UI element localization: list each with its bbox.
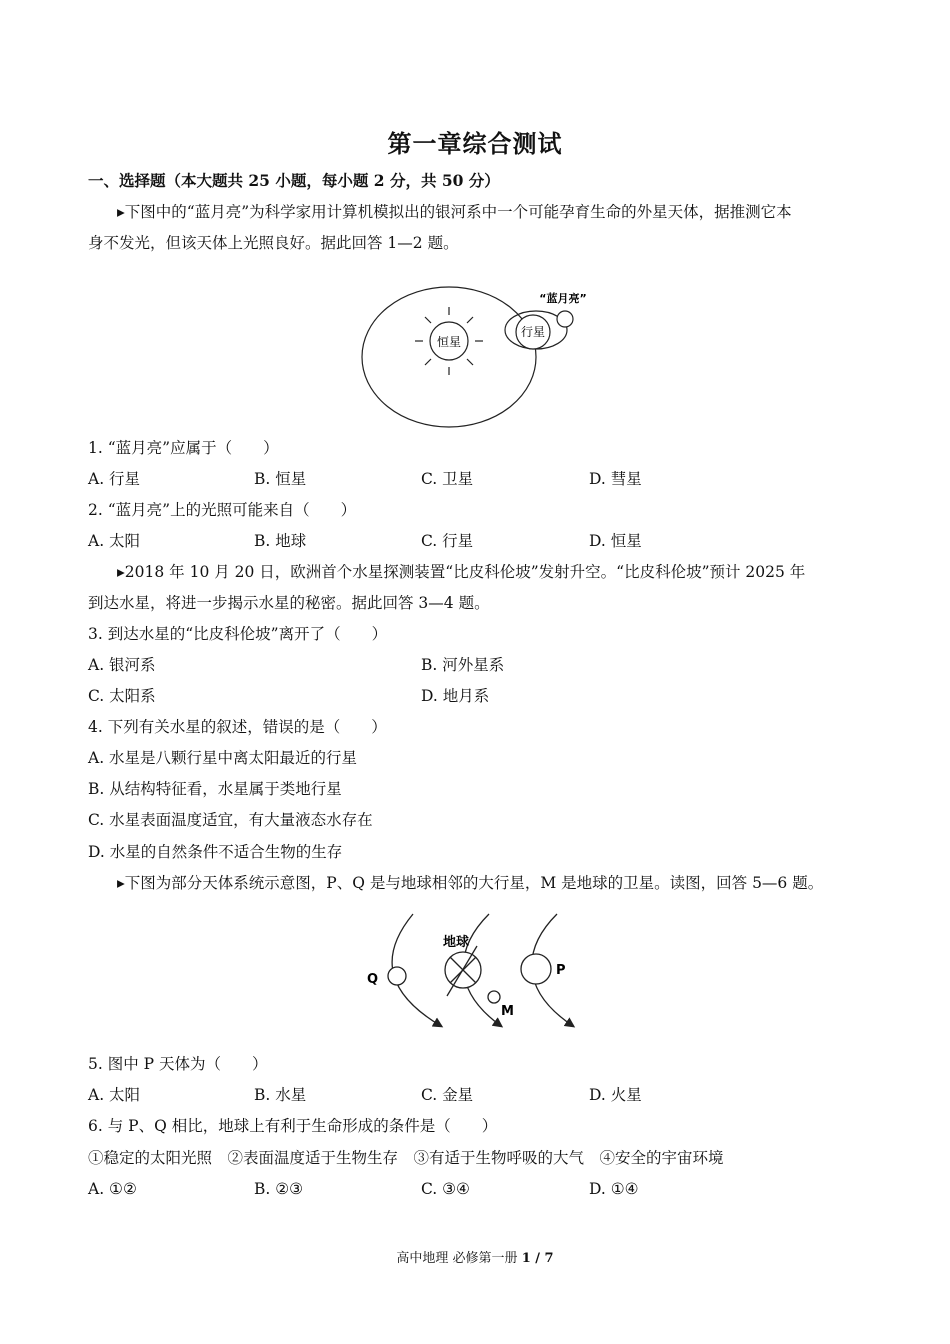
q2-option-d[interactable]: D. 恒星 [589, 532, 642, 550]
earth-label: 地球 [443, 935, 470, 950]
intro1-line2: 身不发光，但该天体上光照良好。据此回答 1—2 题。 [88, 234, 459, 252]
page-footer [0, 1247, 950, 1266]
blue-moon-label: “蓝月亮” [539, 292, 587, 305]
moon-m-icon [488, 991, 500, 1003]
q1-option-d[interactable]: D. 彗星 [589, 470, 642, 488]
q1-option-c[interactable]: C. 卫星 [421, 470, 474, 488]
earth-icon [445, 946, 481, 996]
intro2-line1: ▸2018 年 10 月 20 日，欧洲首个水星探测装置“比皮科伦坡”发射升空。“比皮科伦坡”预计 2025 年 [117, 563, 806, 581]
q6-option-b[interactable]: B. ②③ [254, 1180, 304, 1198]
q6-option-d[interactable]: D. ①④ [589, 1180, 639, 1198]
planet-q-icon [388, 967, 406, 985]
footer-page-number: 1 / 7 [521, 1251, 554, 1266]
section-heading: 一、选择题（本大题共 25 小题，每小题 2 分，共 50 分） [88, 171, 500, 190]
q2-option-c[interactable]: C. 行星 [421, 532, 474, 550]
p-label: P [556, 963, 566, 978]
q3-option-b[interactable]: B. 河外星系 [421, 656, 505, 674]
q-label: Q [367, 972, 379, 987]
page-title: 第一章综合测试 [387, 129, 563, 158]
q6-option-c[interactable]: C. ③④ [421, 1180, 470, 1198]
q5-option-d[interactable]: D. 火星 [589, 1086, 642, 1104]
q6-conditions: ①稳定的太阳光照 ②表面温度适于生物生存 ③有适于生物呼吸的大气 ④安全的宇宙环境 [88, 1149, 724, 1167]
q5-option-c[interactable]: C. 金星 [421, 1086, 474, 1104]
q2-stem: 2. “蓝月亮”上的光照可能来自（ ） [88, 501, 357, 519]
figure-star-system [355, 285, 605, 430]
q1-option-a[interactable]: A. 行星 [88, 470, 141, 488]
q5-option-a[interactable]: A. 太阳 [88, 1086, 141, 1104]
intro3-line1: ▸下图为部分天体系统示意图，P、Q 是与地球相邻的大行星，M 是地球的卫星。读图，回答 5—6 题。 [117, 874, 824, 892]
q4-option-d[interactable]: D. 水星的自然条件不适合生物的生存 [88, 843, 343, 861]
q3-option-c[interactable]: C. 太阳系 [88, 687, 156, 705]
intro2-line2: 到达水星，将进一步揭示水星的秘密。据此回答 3—4 题。 [88, 594, 490, 612]
q1-option-b[interactable]: B. 恒星 [254, 470, 307, 488]
q4-option-b[interactable]: B. 从结构特征看，水星属于类地行星 [88, 780, 342, 798]
intro1-line1: ▸下图中的“蓝月亮”为科学家用计算机模拟出的银河系中一个可能孕育生命的外星天体，据推测它本 [117, 203, 792, 221]
planet-p-icon [521, 954, 551, 984]
q6-option-a[interactable]: A. ①② [88, 1180, 137, 1198]
star-label: 恒星 [436, 335, 462, 349]
figure-planet-orbits [355, 908, 595, 1038]
q3-option-a[interactable]: A. 银河系 [88, 656, 156, 674]
q4-option-a[interactable]: A. 水星是八颗行星中离太阳最近的行星 [88, 749, 358, 767]
planet-label: 行星 [520, 325, 546, 339]
q4-option-c[interactable]: C. 水星表面温度适宜，有大量液态水存在 [88, 811, 373, 829]
q5-stem: 5. 图中 P 天体为（ ） [88, 1055, 268, 1073]
footer-course: 高中地理 必修第一册 [396, 1251, 522, 1266]
q3-stem: 3. 到达水星的“比皮科伦坡”离开了（ ） [88, 625, 388, 643]
q1-stem: 1. “蓝月亮”应属于（ ） [88, 439, 279, 457]
q2-option-a[interactable]: A. 太阳 [88, 532, 141, 550]
q6-stem: 6. 与 P、Q 相比，地球上有利于生命形成的条件是（ ） [88, 1117, 498, 1135]
q2-option-b[interactable]: B. 地球 [254, 532, 307, 550]
q4-stem: 4. 下列有关水星的叙述，错误的是（ ） [88, 718, 387, 736]
blue-moon-icon [557, 311, 573, 327]
q3-option-d[interactable]: D. 地月系 [421, 687, 490, 705]
q5-option-b[interactable]: B. 水星 [254, 1086, 307, 1104]
m-label: M [501, 1004, 514, 1019]
